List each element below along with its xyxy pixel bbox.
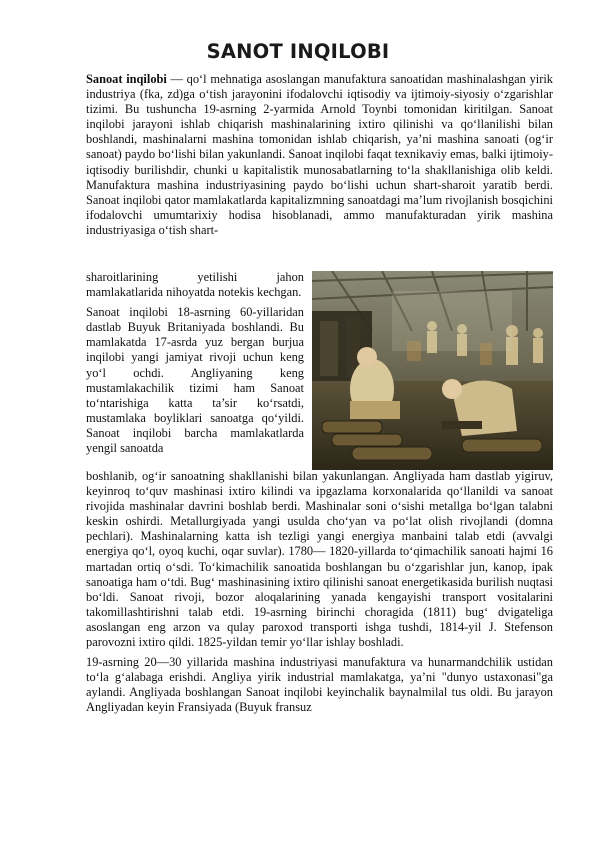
history-paragraph-start: Sanoat inqilobi 18-asrning 60-yillaridan dastlab Buyuk Britaniyada boshlandi. Bu mamlakatda 17-asrda yuz bergan burjua inqilobi yangi jamiyat rivoji uchun keng yo‘l ochdi. Angliyaning keng mustamlakachilik tizimi ham Sanoat to‘ntarishiga katta ta’sir ko‘rsatdi, mustamlaka boyliklari sanoatga qo‘yildi. Sanoat inqilobi barcha mamlakatlarda yengil sanoatda <box>86 305 304 456</box>
wrapped-text-column <box>86 270 304 461</box>
factory-scene-image <box>312 271 553 470</box>
history-paragraph-end: boshlanib, og‘ir sanoatning shakllanishi bilan yakunlangan. Angliyada ham dastlab yigiruv, keyinroq to‘quv mashinasi ixtiro kilindi va ipgazlama korxonalarida qo‘llanildi va sanoat rivojida mashinalar davrini boshlab berdi. Mashinalar soni o‘sishi metallga bo‘lgan talabni keskin oshirdi. Metallurgiyada yangi usulda cho‘yan va po‘lat olish rivojlandi (domna pechlari). Mashinalarning katta ish tezligi yangi energiya manbaini talab etdi (avvalgi energiya qo‘l, oyoq kuchi, oqar suvlar). 1780— 1820-yillarda to‘qimachilik sanoati hajmi 16 martadan ortiq o‘sdi. To‘kimachilik sanoatida boshlangan bu o‘zgarishlar jun, kanop, ipak sanoatiga ham o‘tdi. Bug‘ mashinasining ixtiro qilinishi sanoat energetikasida burilish nuqtasi bo‘ldi. Sanoat rivoji, bozor aloqalarining yanada kengayishi transport vositalarini takomillashtirishni talab etdi. 19-asrning birinchi choragida (1811) bug‘ dvigateliga asoslangan eng arzon va qulay paroxod transporti ishga tushdi, 1814-yil J. Stefenson parovozni ixtiro qildi. 1825-yildan temir yo‘llar ishlay boshladi. <box>86 469 553 650</box>
intro-text: — qo‘l mehnatiga asoslangan manufaktura sanoatidan mashinalashgan yirik industriya (fka, zd)ga o‘tish jarayonini ifodalovchi iqtisodiy va ijtimoiy-siyosiy o‘zgarishlar tizimi. Bu tushuncha 19-asrning 2-yarmida Arnold Toynbi tomonidan kiritilgan. Sanoat inqilobi jarayoni ishlab chiqarish mashinalarining ixtiro qilinishi va qo‘llanilishi bilan boshlandi, mashinalarni mashina tomonidan ishlab chiqarish, ya’ni mashina sanoati (og‘ir sanoat) paydo bo‘lishi bilan yakunlandi. Sanoat inqilobi faqat texnikaviy emas, balki ijtimoiy-iqtisodiy burilishdir, chunki u kapitalistik munosabatlarning to‘la shakllanishiga olib keldi. Manufaktura mashina industriyasining paydo bo‘lishi uchun shart-sharoit yaratib berdi. Sanoat inqilobi qator mamlakatlarda kapitalizmning sanoatdagi ma’lum rivojlanish bosqichini ifodalovchi umumtarixiy hodisa hisoblanadi, ammo manufakturadan yirik mashina industriyasiga o‘tish shart- <box>86 72 553 237</box>
lead-term: Sanoat inqilobi <box>86 72 167 86</box>
industry-paragraph: 19-asrning 20—30 yillarida mashina industriyasi manufaktura va hunarmandchilik ustidan to‘la g‘alabaga erishdi. Angliya yirik industrial mamlakatga, ya’ni "dunyo ustaxonasi"ga aylandi. Angliyada boshlangan Sanoat inqilobi keyinchalik baynalmilal tus oldi. Bu jarayon Angliyadan keyin Fransiyada (Buyuk fransuz <box>86 655 553 715</box>
main-text-column <box>86 469 553 721</box>
factory-illustration <box>312 271 553 470</box>
intro-paragraph-end: sharoitlarining yetilishi jahon mamlakatlarida nihoyatda notekis kechgan. <box>86 270 304 300</box>
intro-paragraph <box>86 72 553 238</box>
page-title: SANOT INQILOBI <box>206 40 390 63</box>
